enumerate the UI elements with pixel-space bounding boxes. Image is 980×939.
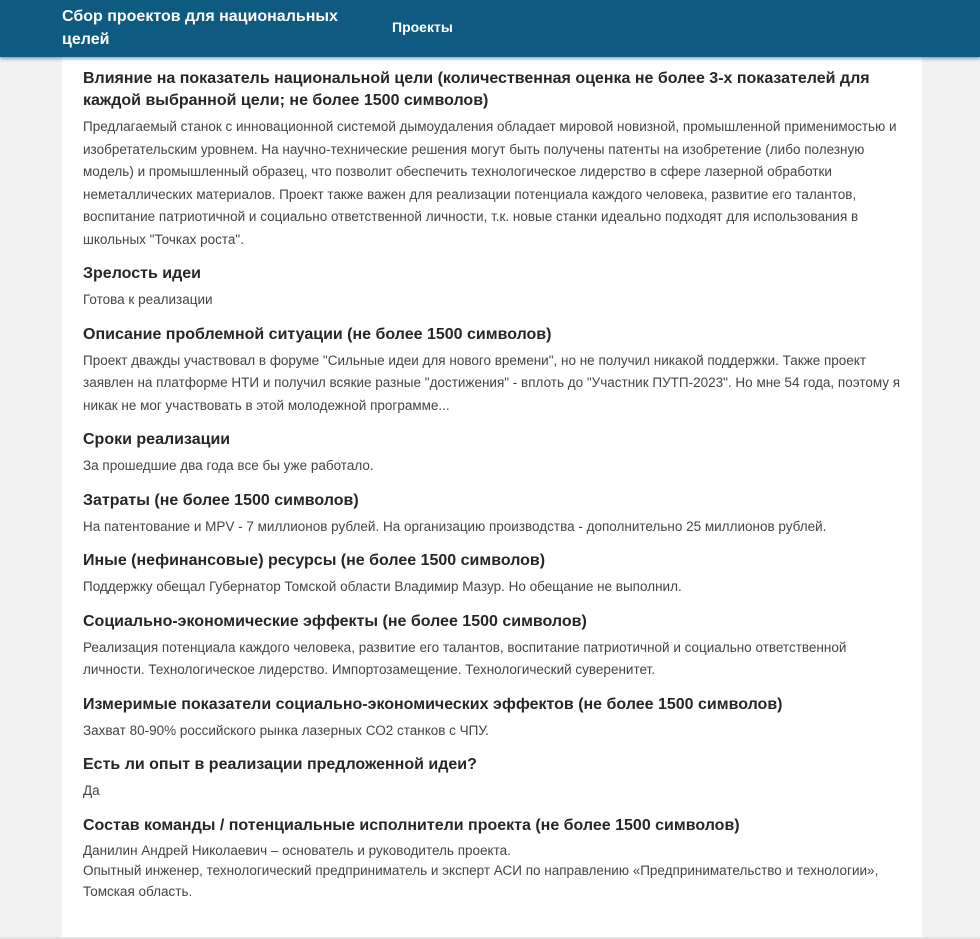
measurable-indicators-section [83,694,903,743]
non-financial-resources-heading: Иные (нефинансовые) ресурсы (не более 1500 символов) [83,552,546,569]
socio-economic-effects-heading: Социально-экономические эффекты (не более 1500 символов) [83,612,587,630]
problem-description-section [83,324,903,418]
top-navigation-bar [0,0,980,57]
implementation-experience-heading: Есть ли опыт в реализации предложенной идеи? [83,756,477,773]
national-goal-impact-text: Предлагаемый станок с инновационной системой дымоудаления обладает мировой новизной, промышленной применимостью и изобретательским уровнем. На научно-технические решения могут быть получены патенты на изобретение (либо полезную модель) и промышленный образец, что позволит обеспечить технологическое лидерство в сфере лазерной обработки неметаллических материалов. Проект также важен для реализации потенциала каждого человека, развитие его талантов, воспитание патриотичной и социально ответственной личности, т.к. новые станки идеально подходят для использования в школьных "Точках роста". [83,119,897,247]
project-details-content [83,68,903,902]
team-member-line: Данилин Андрей Николаевич – основатель и руководитель проекта. [83,842,511,858]
costs-heading: Затраты (не более 1500 символов) [83,491,359,509]
team-member-line: Опытный инженер, технологический предприниматель и эксперт АСИ по направлению «Предпринимательство и технологии», Томская область. [83,863,879,899]
nav-projects-link[interactable]: Проекты [392,19,453,35]
team-composition-heading: Состав команды / потенциальные исполнители проекта (не более 1500 символов) [83,816,740,834]
non-financial-resources-text: Поддержку обещал Губернатор Томской области Владимир Мазур. Но обещание не выполнил. [83,579,682,594]
team-composition-section [83,815,903,903]
idea-maturity-text: Готова к реализации [83,292,213,307]
implementation-timeline-heading: Сроки реализации [83,431,231,448]
idea-maturity-heading: Зрелость идеи [83,265,201,282]
team-composition-text [83,841,903,903]
project-details-card [62,57,922,939]
costs-text: На патентование и MPV - 7 миллионов рублей. На организацию производства - дополнительно 25 миллионов рублей. [83,518,827,534]
site-brand-link[interactable]: Сбор проектов для национальных целей [62,8,338,48]
measurable-indicators-text: Захват 80-90% российского рынка лазерных СО2 станков с ЧПУ. [83,722,489,738]
costs-section [83,490,903,539]
socio-economic-effects-section [83,611,903,682]
socio-economic-effects-text: Реализация потенциала каждого человека, развитие его талантов, воспитание патриотичной и социально ответственной личности. Технологическое лидерство. Импортозамещение. Технологический суверенитет. [83,639,847,677]
implementation-experience-text: Да [83,783,100,798]
implementation-experience-section [83,754,903,803]
problem-description-heading: Описание проблемной ситуации (не более 1500 символов) [83,325,552,343]
national-goal-impact-heading: Влияние на показатель национальной цели (количественная оценка не более 3-х показателей для каждой выбранной цели; не более 1500 символов) [83,70,870,109]
implementation-timeline-section [83,429,903,478]
implementation-timeline-text: За прошедшие два года все бы уже работало. [83,458,374,473]
problem-description-text: Проект дважды участвовал в форуме "Сильные идеи для нового времени", но не получил никакой поддержки. Также проект заявлен на платформе НТИ и получил всякие разные "достижения" - вплоть до "Участник ПУТП-2023". Но мне 54 года, поэтому я никак не мог участвовать в этой молодежной программе... [83,352,901,413]
idea-maturity-section [83,263,903,312]
national-goal-impact-section [83,68,903,251]
measurable-indicators-heading: Измеримые показатели социально-экономических эффектов (не более 1500 символов) [83,695,783,713]
non-financial-resources-section [83,550,903,599]
